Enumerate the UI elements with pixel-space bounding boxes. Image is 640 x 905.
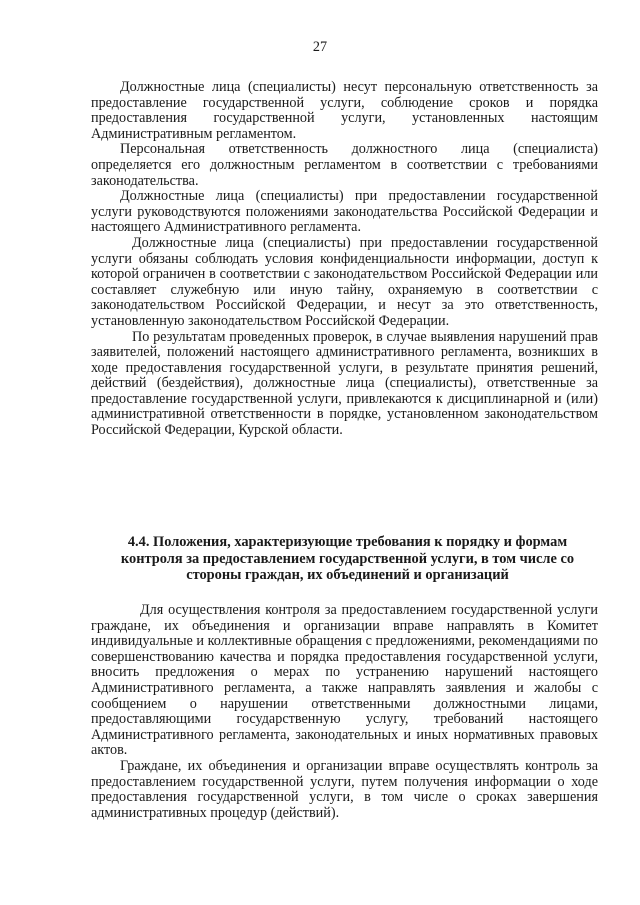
paragraph: Должностные лица (специалисты) несут персональную ответственность за предоставление государственной услуги, соблюдение сроков и порядка предоставления государственной услуги, установленных настоящим Административным регламентом. [91,79,598,142]
paragraph: Персональная ответственность должностного лица (специалиста) определяется его должностным регламентом в соответствии с требованиями законодательства. [91,141,598,189]
responsibility-section [91,80,598,439]
section-heading: 4.4. Положения, характеризующие требования к порядку и формам контроля за предоставлением государственной услуги, в том числе со стороны граждан, их объединений и организаций [120,534,575,583]
paragraph: Должностные лица (специалисты) при предоставлении государственной услуги обязаны соблюдать условия конфиденциальности информации, доступ к которой ограничен в соответствии с законодательством Российской Федерации или составляет служебную или иную тайну, охраняемую в соответствии с законодательством Российской Федерации, и несут за это ответственность, установленную законодательством Российской Федерации. [91,234,598,329]
paragraph: Должностные лица (специалисты) при предоставлении государственной услуги руководствуются положениями законодательства Российской Федерации и настоящего Административного регламента. [91,188,598,236]
paragraph: Граждане, их объединения и организации вправе осуществлять контроль за предоставлением государственной услуги, путем получения информации о ходе предоставления государственной услуги, в том числе о сроках завершения административных процедур (действий). [91,757,598,821]
paragraph: Для осуществления контроля за предоставлением государственной услуги граждане, их объединения и организации вправе направлять в Комитет индивидуальные и коллективные обращения с предложениями, рекомендациями по совершенствованию качества и порядка предоставления государственной услуги, вносить предложения о мерах по устранению нарушений настоящего Административного регламента, а также направлять заявления и жалобы с сообщением о нарушении ответственными должностными лицами, предоставляющими государственную услугу, требований настоящего Административного регламента, законодательных и иных нормативных правовых актов. [91,602,598,759]
page-number: 27 [312,39,328,55]
paragraph: По результатам проведенных проверок, в случае выявления нарушений прав заявителей, положений настоящего административного регламента, возникших в ходе предоставления государственной услуги, в результате принятия решений, действий (бездействия), должностные лица (специалисты), ответственные за предоставление государственной услуги, привлекаются к дисциплинарной и (или) административной ответственности в порядке, установленном законодательством Российской Федерации, Курской области. [91,328,598,439]
citizen-control-section [91,603,598,821]
